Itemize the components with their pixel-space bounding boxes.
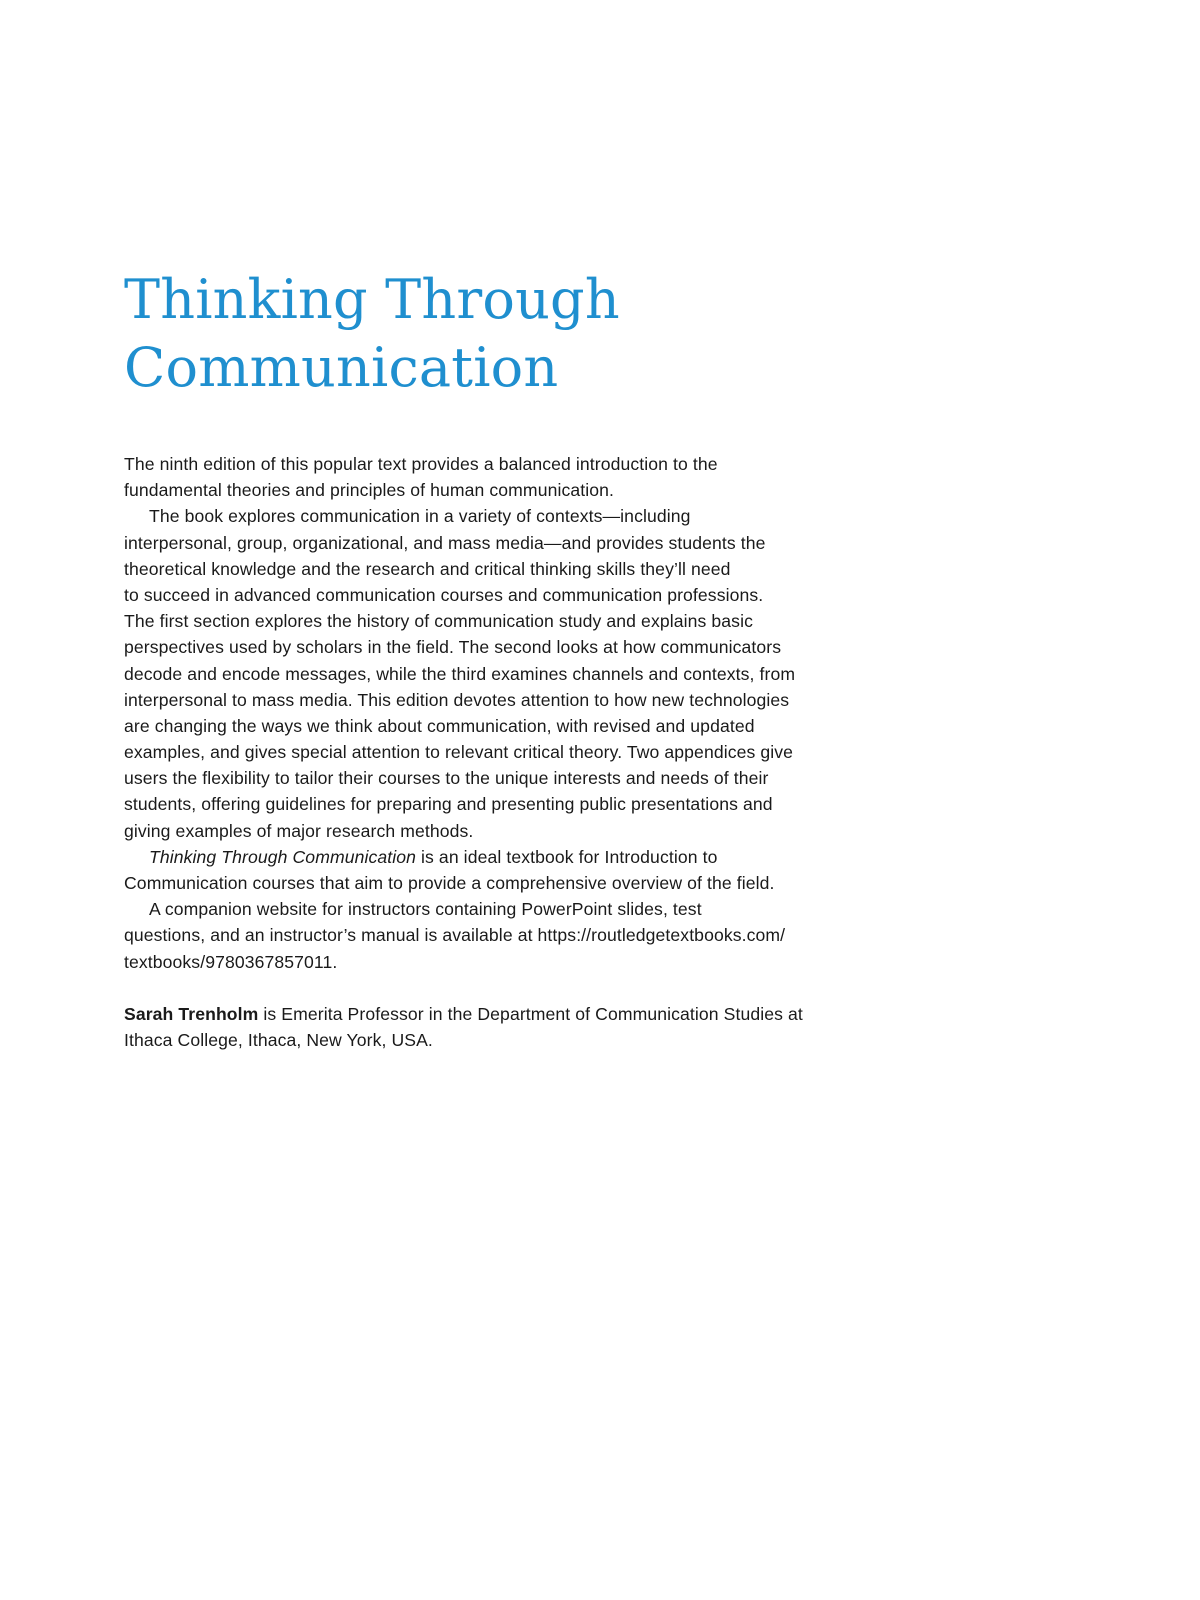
companion-website-url-line: textbooks/9780367857011. <box>124 951 338 972</box>
ideal-textbook-line-2: Communication courses that aim to provide a comprehensive overview of the field. <box>124 873 775 893</box>
ideal-textbook-line <box>124 844 864 870</box>
author-bio-line <box>124 1001 864 1027</box>
description-line: students, offering guidelines for preparing and presenting public presentations and <box>124 794 773 815</box>
book-title-line-1: Thinking Through <box>124 268 620 331</box>
description-line: perspectives used by scholars in the field. The second looks at how communicators <box>124 637 782 658</box>
description-line: The first section explores the history of communication study and explains basic <box>124 611 753 632</box>
book-description <box>124 451 864 1053</box>
description-line: The book explores communication in a variety of contexts—including <box>149 506 691 527</box>
author-name: Sarah Trenholm <box>124 1003 259 1024</box>
description-line: The ninth edition of this popular text provides a balanced introduction to the <box>124 454 718 474</box>
companion-website-line: A companion website for instructors containing PowerPoint slides, test <box>149 899 702 920</box>
description-line: theoretical knowledge and the research and critical thinking skills they’ll need <box>124 558 731 579</box>
description-line: examples, and gives special attention to relevant critical theory. Two appendices give <box>124 742 794 763</box>
book-title-line-2: Communication <box>124 336 559 399</box>
description-line: are changing the ways we think about communication, with revised and updated <box>124 715 755 736</box>
book-title-italic: Thinking Through Communication <box>149 846 417 867</box>
description-line: giving examples of major research methods. <box>124 820 474 841</box>
ideal-textbook-text: is an ideal textbook for Introduction to <box>416 846 718 867</box>
description-line: fundamental theories and principles of human communication. <box>124 480 615 501</box>
description-line: decode and encode messages, while the third examines channels and contexts, from <box>124 663 796 684</box>
description-line: interpersonal, group, organizational, and mass media—and provides students the <box>124 532 766 553</box>
description-line: interpersonal to mass media. This edition devotes attention to how new technologies <box>124 689 790 710</box>
author-bio-line-2: Ithaca College, Ithaca, New York, USA. <box>124 1030 433 1051</box>
description-line: users the flexibility to tailor their courses to the unique interests and needs of their <box>124 768 769 789</box>
paragraph-gap <box>124 975 864 1001</box>
book-title <box>124 266 620 402</box>
companion-website-line: questions, and an instructor’s manual is available at https://routledgetextbooks.com/ <box>124 925 786 946</box>
description-line: to succeed in advanced communication courses and communication professions. <box>124 584 764 605</box>
author-bio-text: is Emerita Professor in the Department of Communication Studies at <box>258 1003 803 1024</box>
